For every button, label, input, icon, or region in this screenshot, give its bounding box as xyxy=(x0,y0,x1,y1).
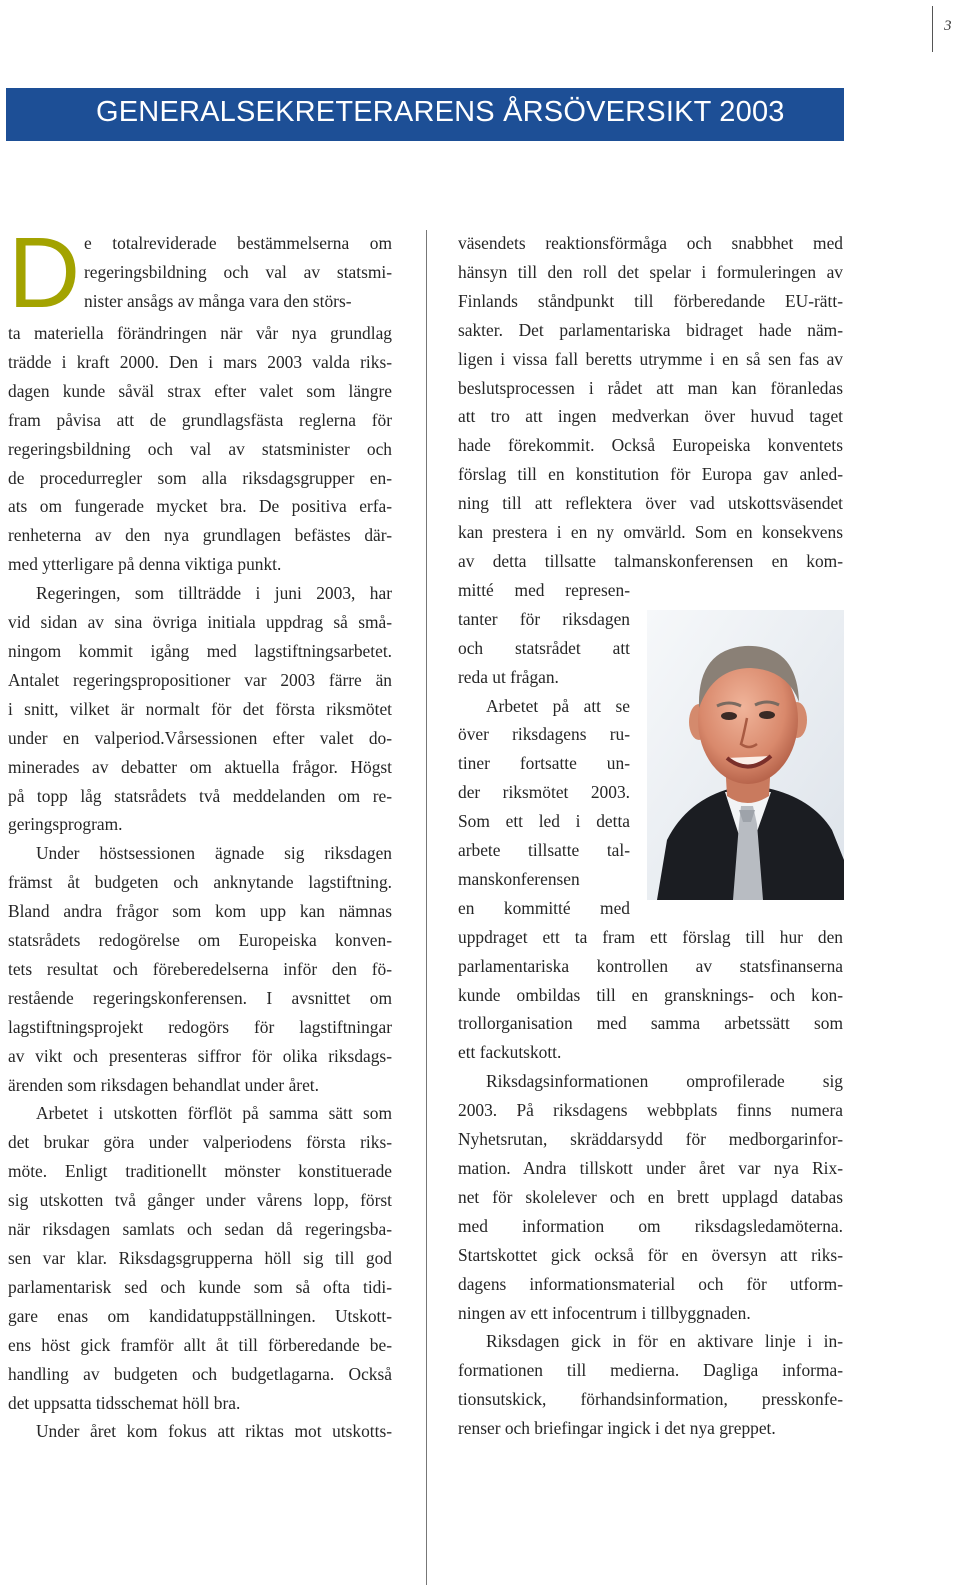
text-line: på topp låg statsrådets två meddelanden om re- xyxy=(8,785,392,806)
text-line: sakter. Det parlamentariska bidraget hade näm- xyxy=(458,319,843,340)
text-line: möte. Enligt traditionellt mönster konstituerade xyxy=(8,1161,392,1182)
text-line: Regeringen, som tillträdde i juni 2003, har xyxy=(36,583,392,604)
paragraph-routines xyxy=(458,923,843,1068)
paragraph-government xyxy=(8,579,392,839)
text-line: främst åt budgeten och anknytande lagstiftning. xyxy=(8,872,392,893)
text-line: de procedurregler som alla riksdagsgrupper en- xyxy=(8,467,392,488)
text-line: och statsrådet att xyxy=(458,637,630,658)
text-line: det brukar göra under valperiodens första riks- xyxy=(8,1132,392,1153)
paragraph-focus xyxy=(8,1417,392,1446)
text-line: dagens informationsmaterial och för utform- xyxy=(458,1273,843,1294)
text-line: tionsutskick, förhandsinformation, presskonfe- xyxy=(458,1389,843,1410)
text-line: vid sidan av sina övriga initiala uppdrag så små- xyxy=(8,612,392,633)
text-line: Finlands ståndpunkt till förberedande EU-rätt- xyxy=(458,290,843,311)
page-number-rule xyxy=(932,6,933,52)
text-line: kunde ombildas till en gransknings- och kon- xyxy=(458,984,843,1005)
text-line: väsendets reaktionsförmåga och snabbhet med xyxy=(458,233,843,253)
text-line: e totalreviderade bestämmelserna om xyxy=(84,233,392,253)
text-line: ningen av ett infocentrum i tillbyggnaden. xyxy=(458,1302,751,1323)
title-banner xyxy=(6,88,844,141)
left-column xyxy=(8,217,392,1446)
text-line: ta materiella förändringen när vår nya grundlag xyxy=(8,323,392,343)
text-line: av vikt och presenteras siffror för olika riksdags- xyxy=(8,1045,392,1066)
paragraph-continued xyxy=(458,229,843,576)
text-line: Nyhetsrutan, skräddarsydd för medborgarinfor- xyxy=(458,1129,843,1150)
paragraph-continued-wrap xyxy=(458,576,630,692)
text-line: mitté med represen- xyxy=(458,579,630,600)
text-line: av detta tillsatte talmanskonferensen en kom- xyxy=(458,550,843,571)
text-line: beslutsprocessen i rådet att man kan föranledas xyxy=(458,377,843,398)
text-line: i snitt, vilket är normalt för det första riksmötet xyxy=(8,698,392,719)
text-line: det uppsatta tidsschemat höll bra. xyxy=(8,1392,241,1413)
text-line: ats om fungerade mycket bra. De positiva erfa- xyxy=(8,496,392,517)
text-line: reda ut frågan. xyxy=(458,666,559,687)
text-line: tets resultat och föreberedelserna inför den fö- xyxy=(8,958,392,979)
text-line: fram påvisa att de grundlagsfästa reglerna för xyxy=(8,409,392,430)
page-number: 3 xyxy=(944,18,952,34)
text-line: Bland andra frågor som kom upp kan nämnas xyxy=(8,901,392,922)
text-line: trollorganisation med samma arbetssätt som xyxy=(458,1013,843,1034)
text-line: när riksdagen samlats och sedan då regeringsba- xyxy=(8,1219,392,1240)
text-line: net för skolelever och en brett upplagd databas xyxy=(458,1186,843,1207)
text-line: tiner fortsatte un- xyxy=(458,753,630,774)
paragraph-routines-wrap xyxy=(458,692,630,923)
text-line: tanter för riksdagen xyxy=(458,608,630,629)
text-line: ningom kommit igång med lagstiftningsarbetet. xyxy=(8,640,392,661)
text-line: renheterna av den nya grundlagen befästes där- xyxy=(8,525,392,546)
text-line: arbete tillsatte tal- xyxy=(458,840,630,861)
text-line: lagstiftningsprojekt redogörs för lagstiftningar xyxy=(8,1016,392,1037)
portrait-photo xyxy=(647,610,844,900)
text-line: manskonferensen xyxy=(458,868,580,889)
text-line: Under höstsessionen ägnade sig riksdagen xyxy=(36,843,392,864)
paragraph-intro xyxy=(8,217,392,579)
text-line: sen var klar. Riksdagsgrupperna höll sig till god xyxy=(8,1248,392,1268)
portrait-illustration xyxy=(647,610,844,900)
text-line: ärenden som riksdagen behandlat under året. xyxy=(8,1074,319,1095)
text-line: Riksdagsinformationen omprofilerade sig xyxy=(486,1071,843,1092)
text-line: sig utskotten två gånger under vårens lopp, först xyxy=(8,1190,392,1211)
page-title: GENERALSEKRETERARENS ÅRSÖVERSIKT 2003 xyxy=(96,96,785,128)
text-line: med ytterligare på denna viktiga punkt. xyxy=(8,554,282,575)
text-line: Riksdagen gick in för en aktivare linje i in- xyxy=(486,1331,843,1352)
text-line: ligen i vissa fall beretts utrymme i en så sen fas av xyxy=(458,348,843,369)
paragraph-autumn-session xyxy=(8,839,392,1099)
text-line: regeringsbildning och val av statsminister och xyxy=(8,438,392,459)
text-line: över riksdagens ru- xyxy=(458,724,630,745)
text-line: under en valperiod.Vårsessionen efter valet do- xyxy=(8,727,392,748)
text-line: der riksmötet 2003. xyxy=(458,782,630,803)
text-line: formationen till medierna. Dagliga informa- xyxy=(458,1360,843,1381)
text-line: Antalet regeringspropositioner var 2003 färre än xyxy=(8,669,392,690)
text-line: hänsyn till den roll det spelar i formuleringen av xyxy=(458,261,843,282)
text-line: statsrådets redogörelse om Europeiska konven- xyxy=(8,930,392,951)
text-line: Arbetet i utskotten förflöt på samma sätt som xyxy=(36,1103,392,1124)
paragraph-committees xyxy=(8,1099,392,1417)
paragraph-media xyxy=(458,1327,843,1443)
text-line: Under året kom fokus att riktas mot utskotts- xyxy=(36,1421,392,1442)
text-line: dagen kunde såväl strax efter valet som längre xyxy=(8,380,392,401)
text-line: Som ett led i detta xyxy=(458,811,630,832)
text-line: handling av budgeten och budgetlagarna. Också xyxy=(8,1363,392,1384)
text-line: med information om riksdagsledamöterna. xyxy=(458,1215,843,1236)
text-line: ett fackutskott. xyxy=(458,1042,562,1063)
text-line: renser och briefingar ingick i det nya greppet. xyxy=(458,1418,776,1439)
text-line: ning till att reflektera över vad utskottsväsendet xyxy=(458,493,843,514)
text-line: kan prestera i en ny omvärld. Som en konsekvens xyxy=(458,522,843,543)
paragraph-lines xyxy=(8,319,392,579)
text-line: regeringsbildning och val av statsmi- xyxy=(84,261,392,282)
text-line: Arbetet på att se xyxy=(486,695,630,716)
column-divider xyxy=(426,230,427,1585)
text-line: en kommitté med xyxy=(458,897,630,918)
text-line: 2003. På riksdagens webbplats finns numera xyxy=(458,1100,843,1121)
text-line: geringsprogram. xyxy=(8,814,123,835)
text-line: trädde i kraft 2000. Den i mars 2003 valda riks- xyxy=(8,351,392,372)
paragraph-information xyxy=(458,1067,843,1327)
text-line: Startskottet gick också för en översyn att riks- xyxy=(458,1244,843,1265)
text-line: uppdraget ett ta fram ett förslag till hur den xyxy=(458,926,843,947)
text-line: mation. Andra tillskott under året var nya Rix- xyxy=(458,1158,843,1178)
text-line: ens höst gick framför allt åt till förberedande be- xyxy=(8,1334,392,1355)
text-line: restående regeringskonferensen. I avsnittet om xyxy=(8,987,392,1008)
text-line: gare enas om kandidatuppställningen. Utskott- xyxy=(8,1305,392,1326)
text-line: minerades av debatter om aktuella frågor. Högst xyxy=(8,756,392,777)
text-line: parlamentarisk sed och kunde som så ofta tidi- xyxy=(8,1276,392,1297)
text-line: förslag till en konstitution för Europa gav anled- xyxy=(458,464,843,485)
text-line: parlamentariska kontrollen av statsfinanserna xyxy=(458,955,843,976)
text-line: att tro att ingen medverkan över huvud taget xyxy=(458,406,843,427)
drop-cap: D xyxy=(8,217,81,329)
text-line: nister ansågs av många vara den störs- xyxy=(84,290,352,311)
text-line: hade förekommit. Också Europeiska konventets xyxy=(458,435,843,456)
